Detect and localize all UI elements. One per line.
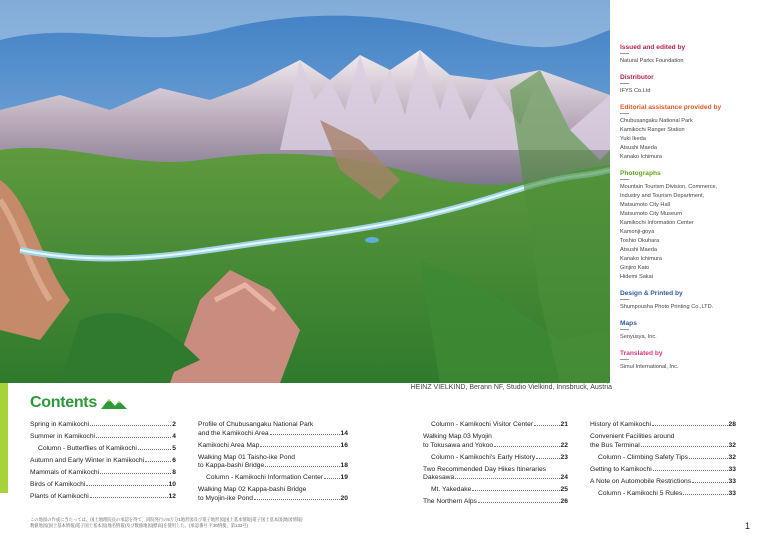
colophon-photographs — [620, 170, 766, 282]
accent-bar — [0, 383, 8, 493]
toc-entry-line: Two Recommended Day Hikes Itineraries — [423, 465, 547, 473]
colophon-issued — [620, 44, 766, 66]
toc-entry[interactable] — [198, 474, 348, 483]
toc-page-number: 20 — [340, 494, 348, 502]
toc-entry-line: Convenient Facilities around — [590, 433, 675, 440]
toc-entry-line — [30, 457, 176, 466]
toc-page-number: 33 — [728, 465, 736, 473]
toc-entry-title: Spring in Kamikochi — [30, 421, 90, 428]
toc-entry[interactable] — [30, 445, 176, 454]
toc-entry[interactable] — [590, 454, 736, 463]
toc-entry-line — [598, 454, 736, 463]
colophon-heading: Issued and edited by — [620, 44, 686, 51]
dot-leader — [689, 458, 728, 459]
toc-page-number: 23 — [560, 453, 568, 461]
dot-leader — [494, 446, 559, 447]
colophon-editorial — [620, 104, 766, 162]
toc-page-number: 2 — [172, 421, 176, 428]
toc-page-number: 33 — [728, 477, 736, 485]
toc-entry-title: Getting to Kamikochi — [590, 465, 652, 473]
toc-page-number: 16 — [340, 441, 348, 449]
toc-entry[interactable] — [590, 433, 736, 450]
toc-entry-title: to Myojin-ike Pond — [198, 494, 254, 502]
dot-leader — [534, 425, 559, 426]
toc-entry[interactable] — [423, 433, 568, 450]
footnote-line: この地図の作成に当たっては、国土地理院長の承認を得て、同院発行の5万分1地形図及び電子地形図(国土基本情報)電子国土基本図(地図情報) — [30, 517, 303, 522]
toc-entry-title: to Tokusawa and Yokoo — [423, 441, 494, 449]
toc-entry-title: Kamikochi Area Map — [198, 441, 260, 449]
colophon-heading: Maps — [620, 320, 637, 327]
toc-entry-title: Column - Kamikochi's Early History — [431, 453, 536, 461]
toc-page-number: 33 — [728, 489, 736, 497]
toc-entry[interactable] — [30, 433, 176, 442]
toc-entry-title: Column - Climbing Safety Tips — [598, 453, 688, 461]
colophon-line: Kamikochi Ranger Station — [620, 127, 685, 133]
toc-entry-line — [590, 478, 736, 487]
toc-page-number: 19 — [340, 474, 348, 481]
dot-leader — [692, 482, 727, 483]
dot-leader — [641, 446, 728, 447]
toc-entry[interactable] — [423, 466, 568, 483]
colophon-line: Kamonji-goya — [620, 229, 655, 235]
dot-leader — [90, 425, 171, 426]
toc-page-number: 28 — [728, 421, 736, 428]
toc-entry-title: the Bus Terminal — [590, 441, 640, 449]
colophon-heading: Distributor — [620, 74, 654, 81]
colophon-line: Kanako Ichimura — [620, 256, 662, 262]
toc-entry[interactable] — [198, 442, 348, 451]
toc-entry-line — [598, 490, 736, 499]
colophon-line: Kanako Ichimura — [620, 154, 662, 160]
divider — [620, 179, 629, 180]
toc-entry-title: Column - Kamikochi Visitor Center — [431, 421, 534, 428]
toc-entry-title: Mt. Yakedake — [431, 486, 472, 493]
toc-entry-line — [30, 493, 176, 502]
toc-entry-line — [198, 430, 348, 439]
colophon — [620, 44, 766, 380]
toc-entry-title: Autumn and Early Winter in Kamikochi — [30, 457, 145, 464]
colophon-line: Matsumoto City Museum — [620, 211, 682, 217]
toc-entry-line: Profile of Chubusangaku National Park — [198, 421, 314, 428]
dot-leader — [145, 461, 171, 462]
toc-page-number: 32 — [728, 441, 736, 449]
toc-entry-title: and the Kamikochi Area — [198, 429, 269, 437]
toc-entry[interactable] — [423, 498, 568, 507]
toc-page-number: 10 — [168, 481, 176, 488]
divider — [620, 83, 629, 84]
dot-leader — [260, 446, 339, 447]
toc-entry-line — [206, 474, 348, 483]
toc-entry-line — [198, 462, 348, 471]
footnote-line: 数値地図(国土基本情報)電子国土基本図(地名情報)及び数値地図(標高)を使用した。(承認番号 平30情使、第133号) — [30, 523, 248, 528]
toc-entry-line — [423, 474, 568, 483]
colophon-line: Kamikochi Information Center — [620, 220, 694, 226]
dot-leader — [455, 478, 559, 479]
dot-leader — [96, 437, 171, 438]
colophon-line: Chubusangaku National Park — [620, 118, 693, 124]
colophon-line: Simul International, Inc. — [620, 364, 679, 370]
toc-entry-line — [30, 433, 176, 442]
toc-column — [30, 421, 176, 505]
dot-leader — [536, 458, 559, 459]
dot-leader — [254, 499, 340, 500]
toc-entry-line — [30, 421, 176, 430]
page-number: 1 — [744, 521, 750, 531]
colophon-heading: Editorial assistance provided by — [620, 104, 722, 111]
toc-page-number: 21 — [560, 421, 568, 428]
toc-entry[interactable] — [423, 421, 568, 430]
dot-leader — [652, 425, 728, 426]
panorama-credit: HEINZ VIELKIND, Berann NF, Studio Vielkind, Innsbruck, Austria — [410, 384, 612, 391]
toc-entry-line: Walking Map 01 Taisho-ike Pond — [198, 453, 296, 461]
toc-entry[interactable] — [590, 490, 736, 499]
dot-leader — [683, 494, 727, 495]
toc-page-number: 14 — [340, 429, 348, 437]
toc-page-number: 12 — [168, 493, 176, 500]
toc-entry-line — [30, 469, 176, 478]
toc-entry-line — [30, 481, 176, 490]
dot-leader — [100, 473, 171, 474]
colophon-line: Shumpousha Photo Printing Co.,LTD. — [620, 304, 714, 310]
toc-entry[interactable] — [423, 486, 568, 495]
toc-entry[interactable] — [30, 481, 176, 490]
colophon-line: Industry and Tourism Department, — [620, 193, 705, 199]
toc-page-number: 22 — [560, 441, 568, 449]
dot-leader — [270, 434, 340, 435]
toc-entry-line — [431, 486, 568, 495]
toc-column — [423, 421, 568, 510]
toc-entry[interactable] — [30, 493, 176, 502]
toc-entry-line — [423, 498, 568, 507]
toc-entry-line — [198, 495, 348, 504]
colophon-line: Atsushi Maeda — [620, 145, 658, 151]
toc-page-number: 6 — [172, 457, 176, 464]
dot-leader — [86, 485, 167, 486]
toc-entry-title: Mammals of Kamikochi — [30, 469, 100, 476]
divider — [620, 329, 629, 330]
dot-leader — [478, 502, 560, 503]
toc-entry[interactable] — [30, 469, 176, 478]
dot-leader — [90, 497, 168, 498]
toc-entry-title: Column - Kamikochi Information Center — [206, 474, 324, 481]
divider — [620, 359, 629, 360]
toc-entry[interactable] — [198, 421, 348, 438]
colophon-line: Ginjiro Kato — [620, 265, 650, 271]
colophon-line: Hidemi Sakai — [620, 274, 653, 280]
dot-leader — [472, 490, 559, 491]
toc-entry-title: The Northern Alps — [423, 498, 477, 505]
dot-leader — [138, 449, 171, 450]
footnote — [30, 517, 470, 529]
colophon-line: Matsumoto City Hall — [620, 202, 671, 208]
colophon-line: Mountain Tourism Division, Commerce, — [620, 184, 718, 190]
toc-entry-title: Birds of Kamikochi — [30, 481, 86, 488]
toc-entry-line — [590, 442, 736, 451]
toc-page-number: 18 — [340, 462, 348, 469]
colophon-heading: Design & Printed by — [620, 290, 683, 297]
toc-entry[interactable] — [590, 466, 736, 475]
toc-column — [198, 421, 348, 507]
toc-entry-title: Summer in Kamikochi — [30, 433, 96, 440]
dot-leader — [265, 466, 339, 467]
toc-page-number: 25 — [560, 486, 568, 493]
toc-entry-line — [431, 421, 568, 430]
colophon-maps — [620, 320, 766, 342]
toc-entry-line — [431, 454, 568, 463]
toc-entry-line — [423, 442, 568, 451]
toc-entry[interactable] — [198, 454, 348, 471]
colophon-line: Toshio Okuhara — [620, 238, 660, 244]
toc-entry-line: Walking Map 03 Myojin — [423, 433, 492, 440]
toc-entry[interactable] — [590, 478, 736, 487]
colophon-line: Atsushi Maeda — [620, 247, 658, 253]
mountain-icon — [101, 397, 127, 409]
toc-entry[interactable] — [30, 457, 176, 466]
toc-page-number: 8 — [172, 469, 176, 476]
toc-page-number: 32 — [728, 453, 736, 461]
toc-entry-line — [38, 445, 176, 454]
colophon-line: Yuki Ikeda — [620, 136, 646, 142]
contents-title: Contents — [30, 394, 97, 411]
divider — [620, 299, 629, 300]
divider — [620, 53, 629, 54]
toc-entry-title: A Note on Automobile Restrictions — [590, 477, 692, 485]
dot-leader — [653, 470, 728, 471]
toc-entry-line — [198, 442, 348, 451]
toc-entry-title: Column - Butterflies of Kamikochi — [38, 445, 137, 452]
toc-page-number: 5 — [172, 445, 176, 452]
toc-page-number: 26 — [560, 498, 568, 505]
colophon-heading: Translated by — [620, 350, 663, 357]
toc-entry-title: History of Kamikochi — [590, 421, 651, 428]
toc-entry[interactable] — [590, 421, 736, 430]
toc-entry[interactable] — [198, 486, 348, 503]
toc-page-number: 24 — [560, 474, 568, 481]
toc-entry[interactable] — [423, 454, 568, 463]
toc-entry-line: Walking Map 02 Kappa-bashi Bridge — [198, 486, 307, 493]
colophon-translated — [620, 350, 766, 372]
dot-leader — [324, 478, 339, 479]
toc-entry[interactable] — [30, 421, 176, 430]
colophon-line: IFYS Co.Ltd — [620, 88, 651, 94]
toc-entry-title: to Kappa-bashi Bridge — [198, 462, 265, 469]
divider — [620, 113, 629, 114]
colophon-distributor — [620, 74, 766, 96]
toc-entry-title: Column - Kamikochi 5 Rules — [598, 489, 683, 497]
toc-column — [590, 421, 736, 502]
colophon-line: Natural Parks Foundation — [620, 58, 684, 64]
colophon-heading: Photographs — [620, 170, 661, 177]
toc-page-number: 4 — [172, 433, 176, 440]
toc-entry-line — [590, 466, 736, 475]
contents-heading — [30, 394, 127, 412]
toc-entry-title: Dakesawa — [423, 474, 455, 481]
colophon-design — [620, 290, 766, 312]
toc-entry-title: Plants of Kamikochi — [30, 493, 89, 500]
colophon-line: Senyusya, Inc. — [620, 334, 657, 340]
toc-entry-line — [590, 421, 736, 430]
